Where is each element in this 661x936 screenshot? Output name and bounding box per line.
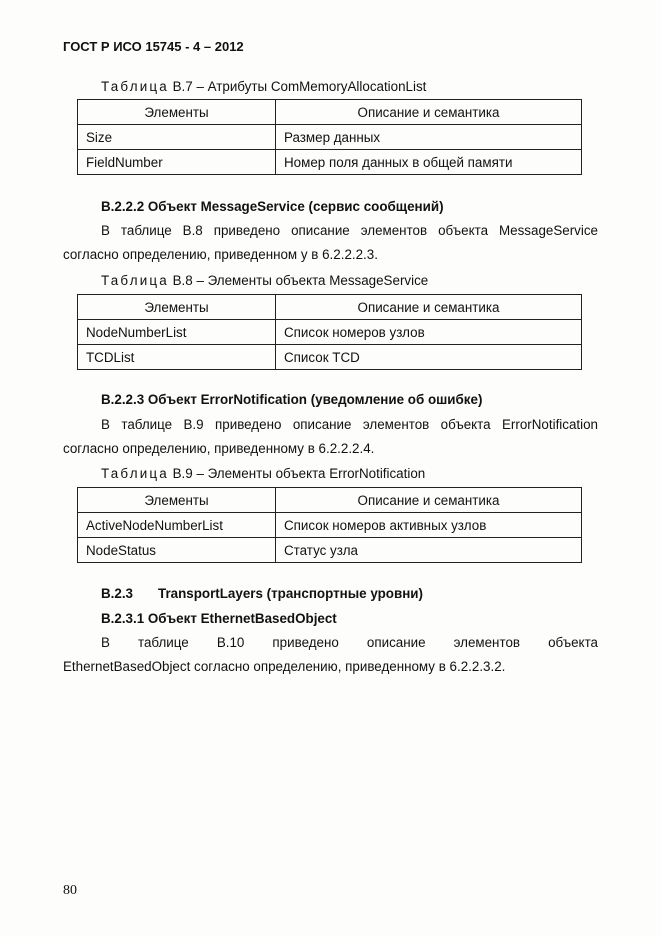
table-header-cell: Описание и семантика — [276, 100, 582, 125]
table-header-row — [78, 295, 582, 320]
section-b231-title: B.2.3.1 Объект EthernetBasedObject — [101, 611, 337, 626]
table-header-cell: Описание и семантика — [276, 295, 582, 320]
table-b7 — [77, 99, 582, 175]
section-b222-title: B.2.2.2 Объект MessageService (сервис сообщений) — [101, 199, 444, 214]
paragraph-line: В таблице B.9 приведено описание элементов объекта ErrorNotification — [101, 417, 598, 432]
table-header-cell: Элементы — [78, 488, 276, 513]
table-b9 — [77, 487, 582, 563]
section-b231-paragraph — [63, 631, 598, 679]
paragraph-line: В таблице B.8 приведено описание элементов объекта MessageService — [101, 223, 598, 238]
section-b23-number: B.2.3 — [101, 586, 134, 601]
table-header-row — [78, 488, 582, 513]
table-row — [78, 513, 582, 538]
section-b223-title: B.2.2.3 Объект ErrorNotification (уведомление об ошибке) — [101, 392, 483, 407]
table-cell: Размер данных — [276, 125, 582, 150]
table-cell: Список номеров активных узлов — [276, 513, 582, 538]
table-row — [78, 345, 582, 370]
table-header-row — [78, 100, 582, 125]
table-row — [78, 125, 582, 150]
table-b8-caption — [101, 273, 428, 288]
caption-word: Таблица — [101, 79, 169, 94]
table-row — [78, 538, 582, 563]
table-cell: Список TCD — [276, 345, 582, 370]
table-row — [78, 150, 582, 175]
paragraph-line: согласно определению, приведенному в 6.2.2.2.4. — [63, 441, 375, 456]
table-cell: Статус узла — [276, 538, 582, 563]
caption-text: B.8 – Элементы объекта MessageService — [168, 273, 429, 288]
table-cell: Size — [78, 125, 276, 150]
table-cell: TCDList — [78, 345, 276, 370]
table-header-cell: Элементы — [78, 100, 276, 125]
section-b222-paragraph — [63, 219, 598, 267]
section-b223-paragraph — [63, 413, 598, 461]
table-cell: Список номеров узлов — [276, 320, 582, 345]
table-cell: Номер поля данных в общей памяти — [276, 150, 582, 175]
paragraph-line: согласно определению, приведенном у в 6.2.2.2.3. — [63, 247, 378, 262]
table-header-cell: Элементы — [78, 295, 276, 320]
table-row — [78, 320, 582, 345]
table-cell: FieldNumber — [78, 150, 276, 175]
paragraph-line: EthernetBasedObject согласно определению, приведенному в 6.2.2.3.2. — [63, 659, 506, 674]
table-cell: NodeNumberList — [78, 320, 276, 345]
table-b9-caption — [101, 466, 425, 481]
table-header-cell: Описание и семантика — [276, 488, 582, 513]
table-b8 — [77, 294, 582, 370]
caption-word: Таблица — [101, 273, 169, 288]
paragraph-line: В таблице B.10 приведено описание элементов объекта — [101, 635, 598, 650]
table-b7-caption — [101, 79, 426, 94]
caption-text: B.7 – Атрибуты ComMemoryAllocationList — [168, 79, 427, 94]
document-header: ГОСТ Р ИСО 15745 - 4 – 2012 — [63, 39, 244, 54]
table-cell: NodeStatus — [78, 538, 276, 563]
section-b23-title: TransportLayers (транспортные уровни) — [158, 586, 423, 601]
caption-word: Таблица — [101, 466, 169, 481]
page-number: 80 — [63, 883, 77, 898]
table-cell: ActiveNodeNumberList — [78, 513, 276, 538]
caption-text: B.9 – Элементы объекта ErrorNotification — [168, 466, 426, 481]
